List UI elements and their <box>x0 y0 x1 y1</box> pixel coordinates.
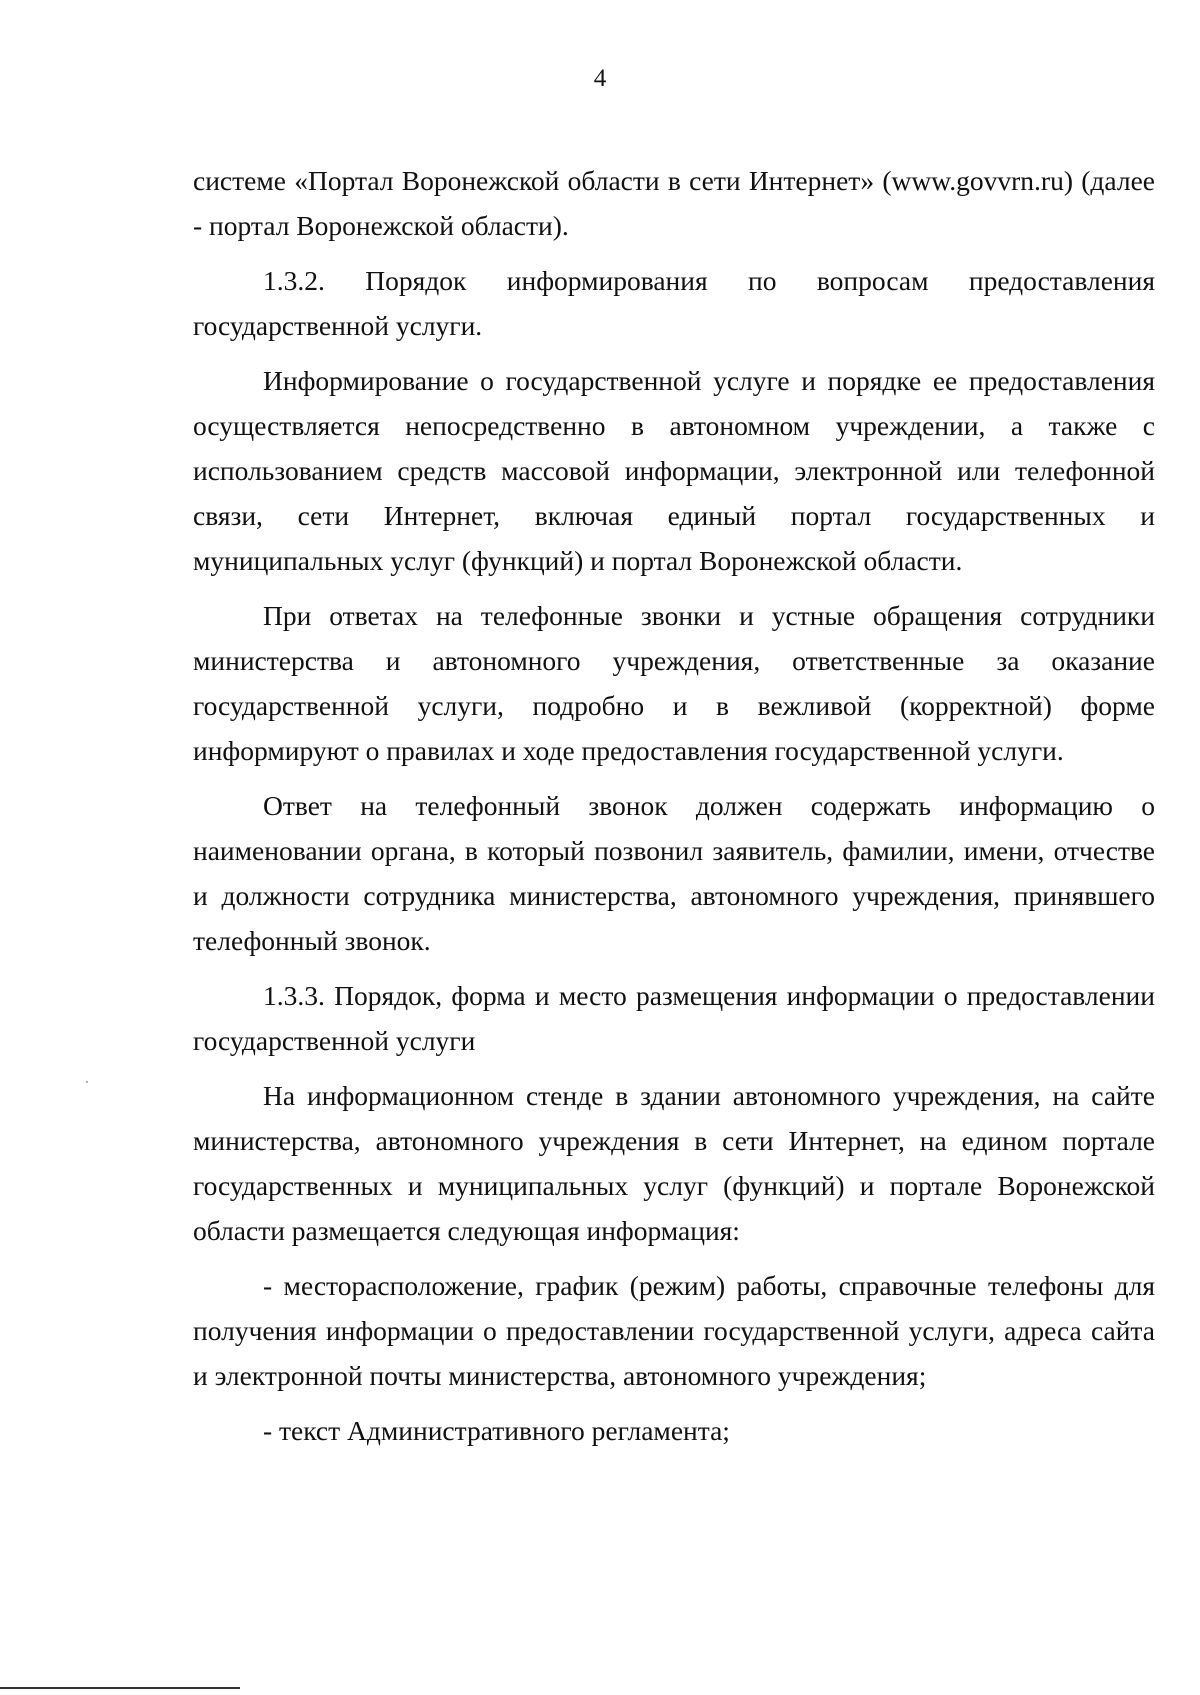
paragraph-info-stand: На информационном стенде в здании автономного учреждения, на сайте министерства, автономного учреждения в сети Интернет, на едином портале государственных и муниципальных услуг (функций) и портале Воронежской области размещается следующая информация: <box>193 1080 1155 1246</box>
paragraph-informing: Информирование о государственной услуге и порядке ее предоставления осуществляется непосредственно в автономном учреждении, а также с использованием средств массовой информации, электронной или телефонной связи, сети Интернет, включая единый портал государственных и муниципальных услуг (функций) и портал Воронежской области. <box>193 365 1155 576</box>
paragraph-phone-answers: При ответах на телефонные звонки и устные обращения сотрудники министерства и автономного учреждения, ответственные за оказание государственной услуги, подробно и в вежливой (корректной) форме информируют о правилах и ходе предоставления государственной услуги. <box>193 600 1155 766</box>
document-body <box>193 158 1155 1463</box>
scan-speck <box>86 1081 88 1083</box>
list-item-regulation-text: - текст Административного регламента; <box>263 1415 730 1446</box>
page-number: 4 <box>593 65 607 92</box>
paragraph-call-content: Ответ на телефонный звонок должен содержать информацию о наименовании органа, в который позвонил заявитель, фамилии, имени, отчестве и должности сотрудника министерства, автономного учреждения, принявшего телефонный звонок. <box>193 790 1155 956</box>
paragraph-section-1-3-2-heading: 1.3.2. Порядок информирования по вопросам предоставления государственной услуги. <box>193 265 1155 341</box>
bottom-rule <box>0 1687 240 1689</box>
list-item-location-schedule: - месторасположение, график (режим) работы, справочные телефоны для получения информации о предоставлении государственной услуги, адреса сайта и электронной почты министерства, автономного учреждения; <box>193 1270 1155 1391</box>
paragraph-portal-continuation: системе «Портал Воронежской области в сети Интернет» (www.govvrn.ru) (далее - портал Воронежской области). <box>193 165 1155 241</box>
paragraph-section-1-3-3-heading: 1.3.3. Порядок, форма и место размещения информации о предоставлении государственной услуги <box>193 980 1155 1056</box>
